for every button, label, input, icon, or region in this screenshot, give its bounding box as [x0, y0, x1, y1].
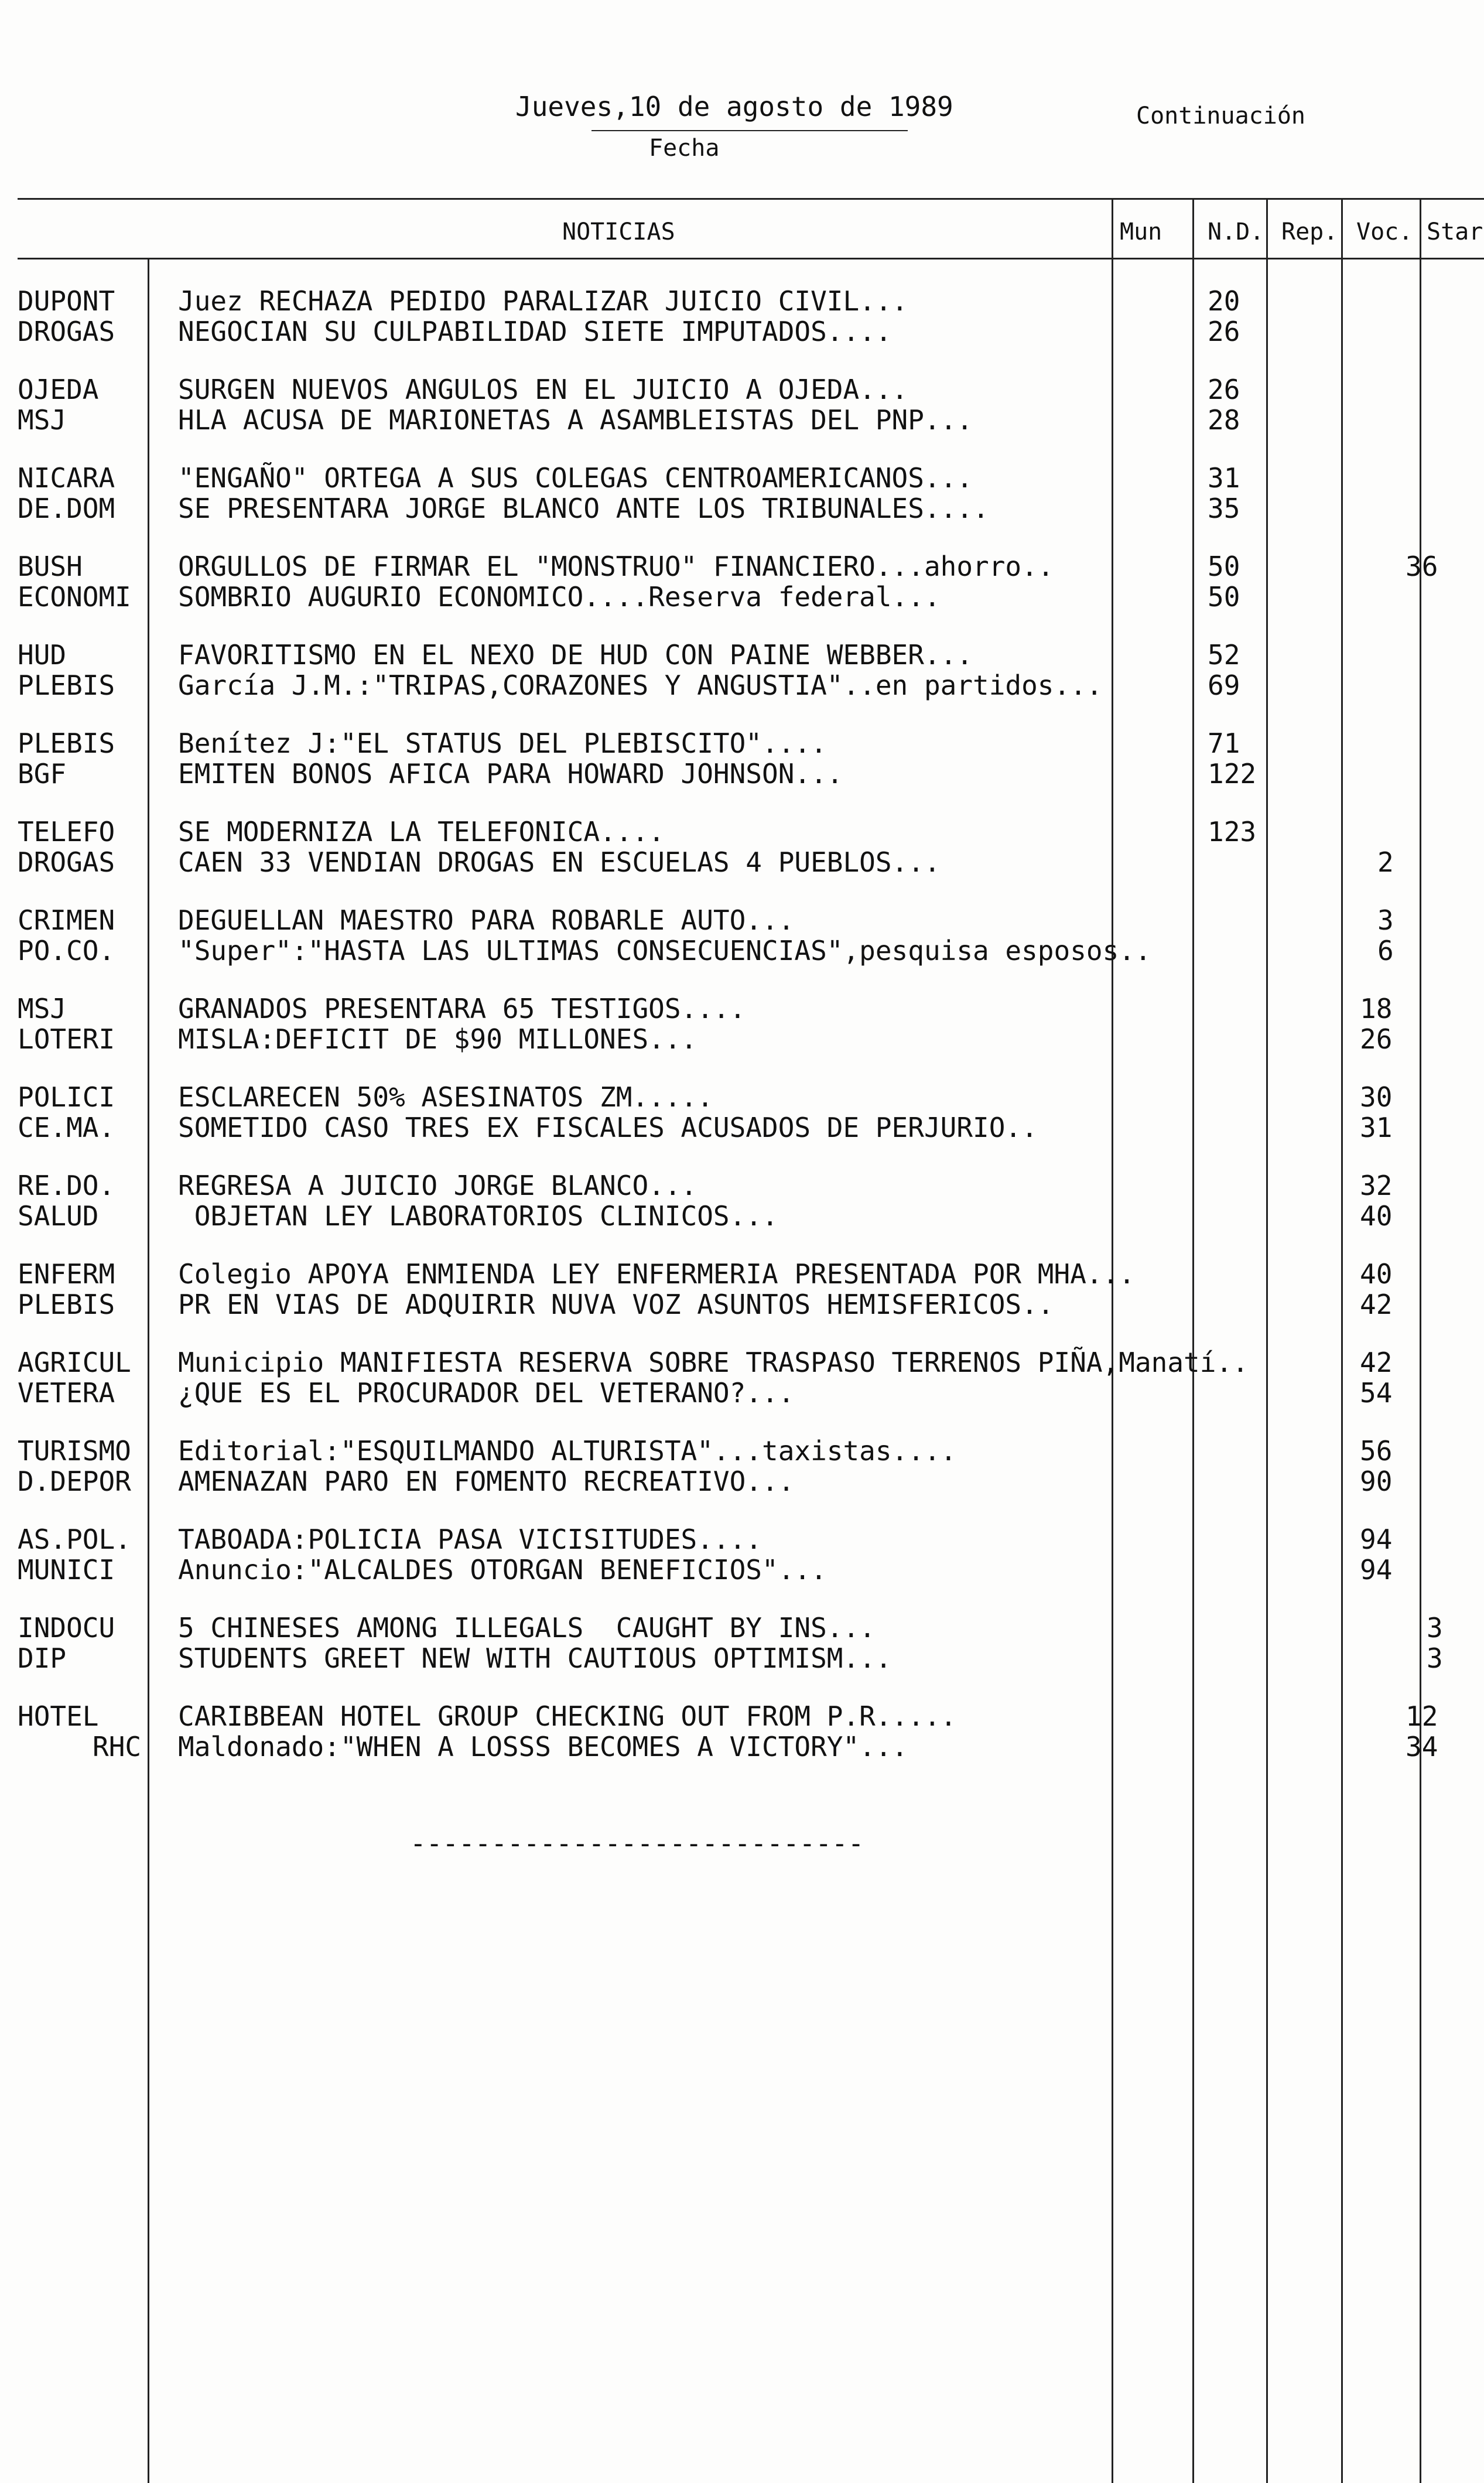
row-headline: ¿QUE ES EL PROCURADOR DEL VETERANO?...: [178, 1377, 795, 1409]
row-headline: AMENAZAN PARO EN FOMENTO RECREATIVO...: [178, 1466, 795, 1497]
row-voc-page: 32: [1360, 1170, 1393, 1201]
row-voc-page: 54: [1360, 1377, 1393, 1409]
row-code: MSJ: [18, 993, 67, 1024]
row-voc-page: 31: [1360, 1112, 1393, 1143]
row-star-page: 3: [1427, 1612, 1443, 1644]
row-headline: GRANADOS PRESENTARA 65 TESTIGOS....: [178, 993, 746, 1024]
row-code: PO.CO.: [18, 935, 115, 966]
row-headline: Editorial:"ESQUILMANDO ALTURISTA"...taxistas....: [178, 1435, 957, 1467]
row-nd-page: 50: [1208, 551, 1240, 582]
date-label: Fecha: [649, 135, 720, 162]
row-headline: Anuncio:"ALCALDES OTORGAN BENEFICIOS"...: [178, 1554, 827, 1586]
row-voc-page: 30: [1360, 1081, 1393, 1113]
row-headline: ESCLARECEN 50% ASESINATOS ZM.....: [178, 1081, 713, 1113]
row-voc-page: 42: [1360, 1347, 1393, 1378]
row-voc-page: 3: [1377, 904, 1394, 936]
col-header-rep: Rep.: [1281, 218, 1338, 245]
col-header-star: Star: [1427, 218, 1483, 245]
row-code: NICARA: [18, 462, 115, 494]
mun-column-divider: [1112, 198, 1113, 2483]
row-voc-page: 2: [1377, 846, 1394, 878]
row-nd-page: 123: [1208, 816, 1257, 848]
row-code: HUD: [18, 639, 67, 671]
row-headline: Benítez J:"EL STATUS DEL PLEBISCITO"....: [178, 728, 827, 759]
row-headline: TABOADA:POLICIA PASA VICISITUDES....: [178, 1524, 762, 1555]
row-code: INDOCU: [18, 1612, 115, 1644]
row-headline: García J.M.:"TRIPAS,CORAZONES Y ANGUSTIA"..en partidos...: [178, 670, 1103, 701]
row-star-page: 36: [1406, 551, 1438, 582]
row-code: MUNICI: [18, 1554, 115, 1586]
row-star-page: 34: [1406, 1731, 1438, 1763]
row-headline: CAEN 33 VENDIAN DROGAS EN ESCUELAS 4 PUEBLOS...: [178, 846, 941, 878]
row-headline: SE PRESENTARA JORGE BLANCO ANTE LOS TRIBUNALES....: [178, 493, 989, 524]
row-headline: DEGUELLAN MAESTRO PARA ROBARLE AUTO...: [178, 904, 795, 936]
row-code: PLEBIS: [18, 670, 115, 701]
row-code: DROGAS: [18, 316, 115, 347]
row-headline: STUDENTS GREET NEW WITH CAUTIOUS OPTIMISM...: [178, 1642, 892, 1674]
row-headline: EMITEN BONOS AFICA PARA HOWARD JOHNSON...: [178, 758, 843, 790]
row-code: ECONOMI: [18, 581, 131, 613]
row-voc-page: 18: [1360, 993, 1393, 1024]
row-code: BGF: [18, 758, 67, 790]
row-nd-page: 26: [1208, 316, 1240, 347]
row-nd-page: 69: [1208, 670, 1240, 701]
row-code: LOTERI: [18, 1023, 115, 1055]
row-code: DROGAS: [18, 846, 115, 878]
row-headline: PR EN VIAS DE ADQUIRIR NUVA VOZ ASUNTOS HEMISFERICOS..: [178, 1289, 1054, 1320]
row-headline: CARIBBEAN HOTEL GROUP CHECKING OUT FROM P.R.....: [178, 1700, 957, 1732]
row-headline: Juez RECHAZA PEDIDO PARALIZAR JUICIO CIVIL...: [178, 285, 908, 317]
row-nd-page: 122: [1208, 758, 1257, 790]
row-star-page: 12: [1406, 1700, 1438, 1732]
row-headline: REGRESA A JUICIO JORGE BLANCO...: [178, 1170, 697, 1201]
row-code: DIP: [18, 1642, 67, 1674]
row-nd-page: 35: [1208, 493, 1240, 524]
row-nd-page: 50: [1208, 581, 1240, 613]
row-nd-page: 52: [1208, 639, 1240, 671]
row-code: PLEBIS: [18, 1289, 115, 1320]
row-voc-page: 90: [1360, 1466, 1393, 1497]
row-headline: Maldonado:"WHEN A LOSSS BECOMES A VICTORY"...: [178, 1731, 908, 1763]
row-code: AS.POL.: [18, 1524, 131, 1555]
date-line: Jueves,10 de agosto de 1989: [515, 91, 953, 122]
row-headline: FAVORITISMO EN EL NEXO DE HUD CON PAINE WEBBER...: [178, 639, 973, 671]
rep-column-divider: [1266, 198, 1268, 2483]
row-voc-page: 6: [1377, 935, 1394, 966]
row-code: HOTEL: [18, 1700, 99, 1732]
row-code: OJEDA: [18, 374, 99, 405]
continuation-label: Continuación: [1136, 103, 1305, 129]
star-column-divider: [1420, 198, 1421, 2483]
row-nd-page: 26: [1208, 374, 1240, 405]
col-header-voc: Voc.: [1356, 218, 1413, 245]
row-voc-page: 40: [1360, 1200, 1393, 1232]
row-code: RHC: [93, 1731, 142, 1763]
row-headline: SOMETIDO CASO TRES EX FISCALES ACUSADOS DE PERJURIO..: [178, 1112, 1038, 1143]
row-voc-page: 40: [1360, 1258, 1393, 1290]
row-star-page: 3: [1427, 1642, 1443, 1674]
col-header-noticias: NOTICIAS: [562, 218, 675, 245]
row-headline: OBJETAN LEY LABORATORIOS CLINICOS...: [178, 1200, 778, 1232]
row-nd-page: 28: [1208, 404, 1240, 436]
row-headline: HLA ACUSA DE MARIONETAS A ASAMBLEISTAS DEL PNP...: [178, 404, 973, 436]
row-voc-page: 94: [1360, 1524, 1393, 1555]
row-headline: SOMBRIO AUGURIO ECONOMICO....Reserva federal...: [178, 581, 941, 613]
row-code: SALUD: [18, 1200, 99, 1232]
row-code: BUSH: [18, 551, 83, 582]
voc-column-divider: [1341, 198, 1343, 2483]
row-code: TURISMO: [18, 1435, 131, 1467]
row-code: AGRICUL: [18, 1347, 131, 1378]
row-headline: SE MODERNIZA LA TELEFONICA....: [178, 816, 665, 848]
row-nd-page: 20: [1208, 285, 1240, 317]
row-headline: Colegio APOYA ENMIENDA LEY ENFERMERIA PRESENTADA POR MHA...: [178, 1258, 1135, 1290]
col-header-nd: N.D.: [1208, 218, 1264, 245]
row-voc-page: 42: [1360, 1289, 1393, 1320]
row-voc-page: 26: [1360, 1023, 1393, 1055]
date-underline: [591, 130, 908, 131]
row-headline: MISLA:DEFICIT DE $90 MILLONES...: [178, 1023, 697, 1055]
footer-dashed-rule: ----------------------------: [410, 1828, 864, 1859]
row-headline: "ENGAÑO" ORTEGA A SUS COLEGAS CENTROAMERICANOS...: [178, 462, 973, 494]
row-headline: "Super":"HASTA LAS ULTIMAS CONSECUENCIAS",pesquisa esposos..: [178, 935, 1151, 966]
table-header-rule: [18, 258, 1484, 259]
row-headline: 5 CHINESES AMONG ILLEGALS CAUGHT BY INS...: [178, 1612, 876, 1644]
code-column-divider: [148, 258, 149, 2483]
row-code: TELEFO: [18, 816, 115, 848]
nd-column-divider: [1192, 198, 1194, 2483]
row-headline: ORGULLOS DE FIRMAR EL "MONSTRUO" FINANCIERO...ahorro..: [178, 551, 1054, 582]
row-headline: Municipio MANIFIESTA RESERVA SOBRE TRASPASO TERRENOS PIÑA,Manatí..: [178, 1347, 1249, 1378]
row-code: POLICI: [18, 1081, 115, 1113]
row-code: DUPONT: [18, 285, 115, 317]
row-code: DE.DOM: [18, 493, 115, 524]
row-code: D.DEPOR: [18, 1466, 131, 1497]
table-top-rule: [18, 198, 1484, 200]
row-code: PLEBIS: [18, 728, 115, 759]
row-code: MSJ: [18, 404, 67, 436]
row-nd-page: 71: [1208, 728, 1240, 759]
row-code: CRIMEN: [18, 904, 115, 936]
row-code: RE.DO.: [18, 1170, 115, 1201]
row-headline: NEGOCIAN SU CULPABILIDAD SIETE IMPUTADOS....: [178, 316, 892, 347]
col-header-mun: Mun: [1120, 218, 1162, 245]
row-voc-page: 56: [1360, 1435, 1393, 1467]
row-code: CE.MA.: [18, 1112, 115, 1143]
row-code: ENFERM: [18, 1258, 115, 1290]
row-code: VETERA: [18, 1377, 115, 1409]
row-headline: SURGEN NUEVOS ANGULOS EN EL JUICIO A OJEDA...: [178, 374, 908, 405]
row-voc-page: 94: [1360, 1554, 1393, 1586]
row-nd-page: 31: [1208, 462, 1240, 494]
